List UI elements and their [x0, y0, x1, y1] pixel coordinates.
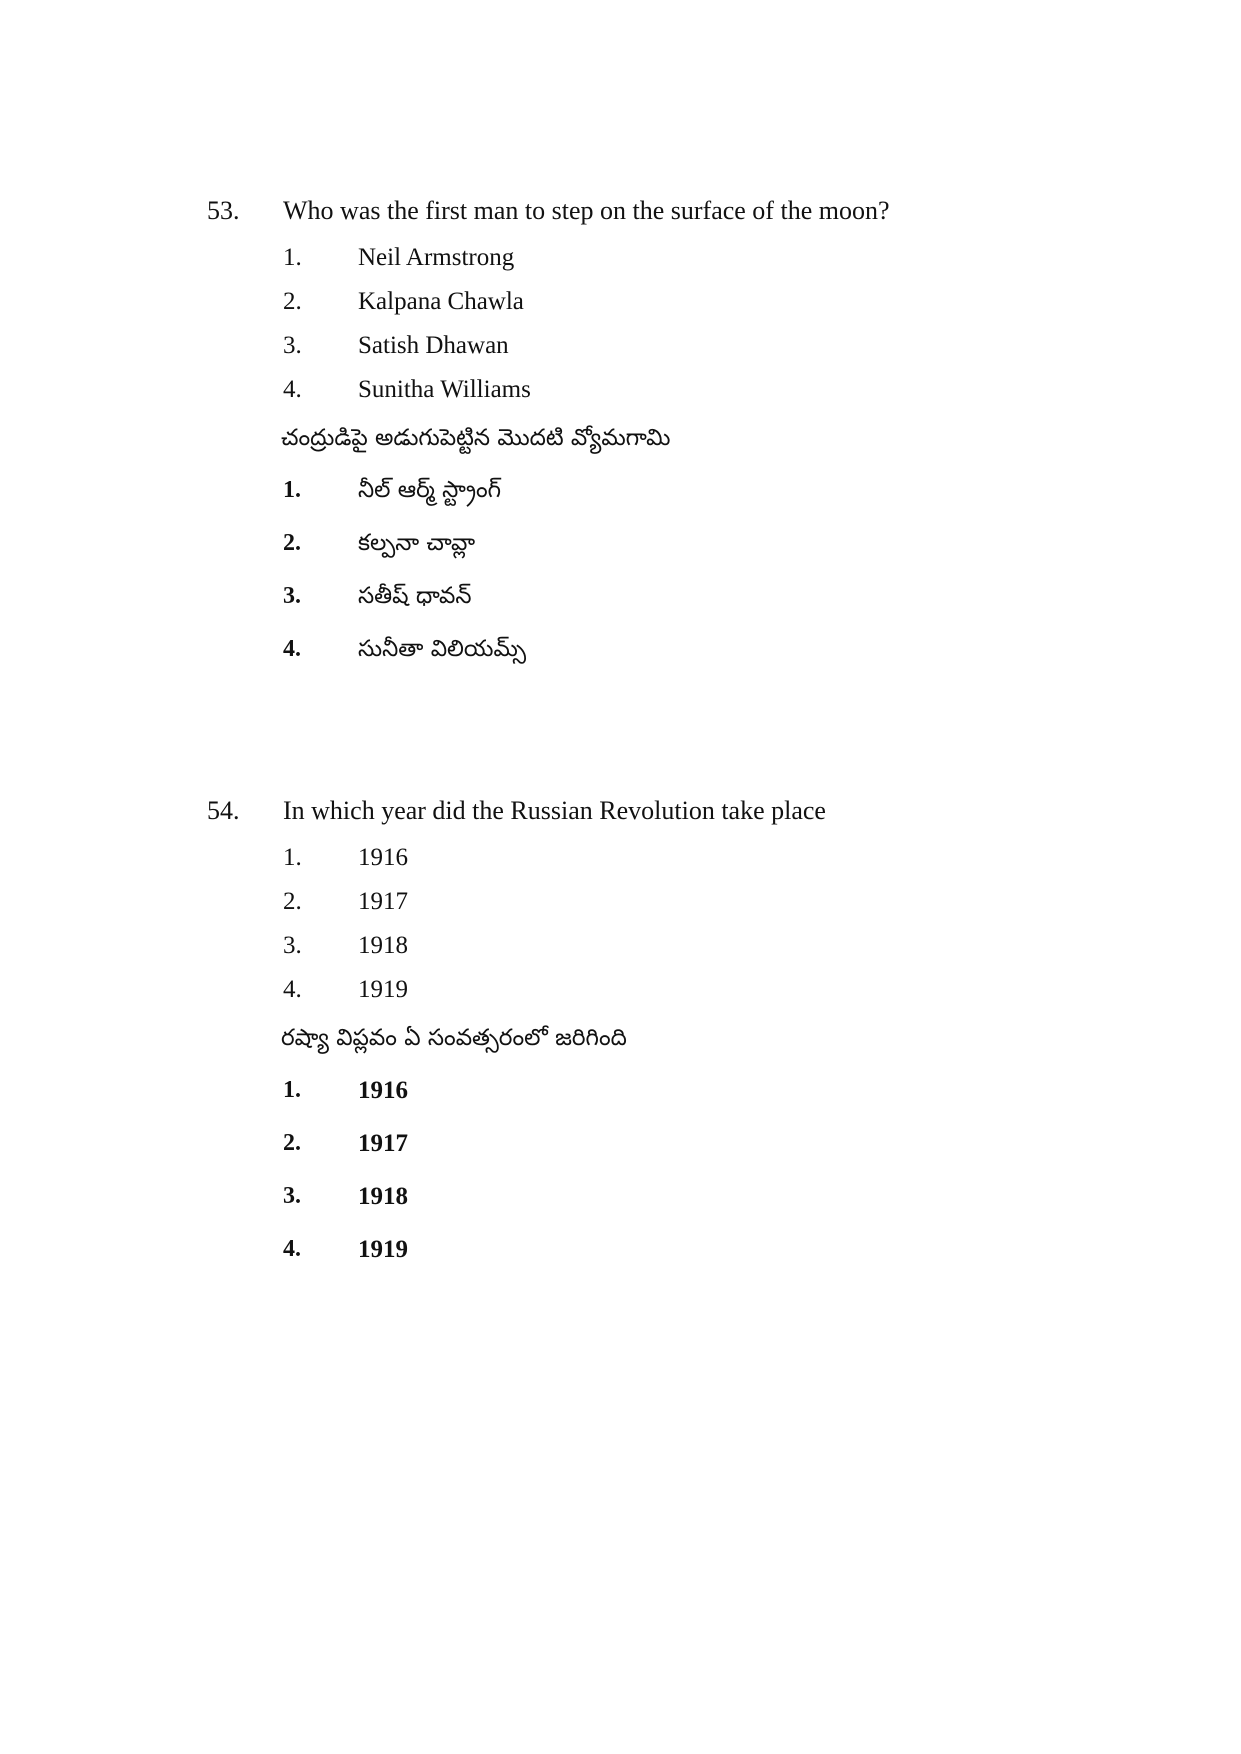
option-number: 4.: [283, 1236, 301, 1262]
option-item: [0, 968, 1241, 1012]
options-telugu: [0, 464, 1241, 676]
option-text: Satish Dhawan: [358, 332, 509, 359]
option-number: 2.: [283, 1130, 301, 1156]
options-english: [0, 236, 1241, 412]
question-header: [0, 196, 1241, 236]
option-text: 1917: [358, 1130, 408, 1157]
option-number: 1.: [283, 477, 301, 503]
option-item: [0, 1064, 1241, 1117]
question-text-telugu: రష్యా విప్లవం ఏ సంవత్సరంలో జరిగింది: [281, 1025, 627, 1051]
option-item: [0, 570, 1241, 623]
question-header: [0, 796, 1241, 836]
question-number: 53.: [207, 196, 240, 225]
option-text: 1916: [358, 1077, 408, 1104]
option-text: 1919: [358, 976, 408, 1003]
question-54: [0, 796, 1241, 1276]
option-number: 2.: [283, 888, 302, 915]
option-text: 1919: [358, 1236, 408, 1263]
option-item: [0, 1223, 1241, 1276]
option-text: 1916: [358, 844, 408, 871]
option-item: [0, 924, 1241, 968]
option-item: [0, 236, 1241, 280]
option-item: [0, 324, 1241, 368]
option-number: 4.: [283, 636, 301, 662]
options-english: [0, 836, 1241, 1012]
option-item: [0, 517, 1241, 570]
option-number: 2.: [283, 530, 301, 556]
option-text: Sunitha Williams: [358, 376, 531, 403]
question-text-telugu: చంద్రుడిపై అడుగుపెట్టిన మొదటి వ్యోమగామి: [281, 425, 671, 451]
option-number: 3.: [283, 583, 301, 609]
option-item: [0, 464, 1241, 517]
option-number: 1.: [283, 1077, 301, 1103]
option-text: సతీష్ ధావన్: [358, 583, 472, 609]
option-text: 1918: [358, 1183, 408, 1210]
option-text: Kalpana Chawla: [358, 288, 524, 315]
option-text: 1917: [358, 888, 408, 915]
option-number: 3.: [283, 932, 302, 959]
option-text: నీల్ ఆర్మ్ స్ట్రాంగ్: [358, 477, 502, 503]
option-number: 4.: [283, 376, 302, 403]
option-text: Neil Armstrong: [358, 244, 515, 271]
question-53: [0, 196, 1241, 676]
option-number: 1.: [283, 844, 302, 871]
options-telugu: [0, 1064, 1241, 1276]
option-item: [0, 880, 1241, 924]
option-number: 4.: [283, 976, 302, 1003]
option-text: కల్పనా చావ్లా: [358, 530, 476, 556]
option-number: 3.: [283, 1183, 301, 1209]
option-text: సునీతా విలియమ్స్: [358, 636, 527, 662]
option-item: [0, 623, 1241, 676]
option-item: [0, 368, 1241, 412]
option-text: 1918: [358, 932, 408, 959]
option-item: [0, 836, 1241, 880]
question-text-english: In which year did the Russian Revolution take place: [283, 796, 826, 825]
option-number: 2.: [283, 288, 302, 315]
option-item: [0, 280, 1241, 324]
question-text-english: Who was the first man to step on the surface of the moon?: [283, 196, 890, 225]
question-number: 54.: [207, 796, 240, 825]
option-number: 1.: [283, 244, 302, 271]
option-number: 3.: [283, 332, 302, 359]
option-item: [0, 1170, 1241, 1223]
option-item: [0, 1117, 1241, 1170]
